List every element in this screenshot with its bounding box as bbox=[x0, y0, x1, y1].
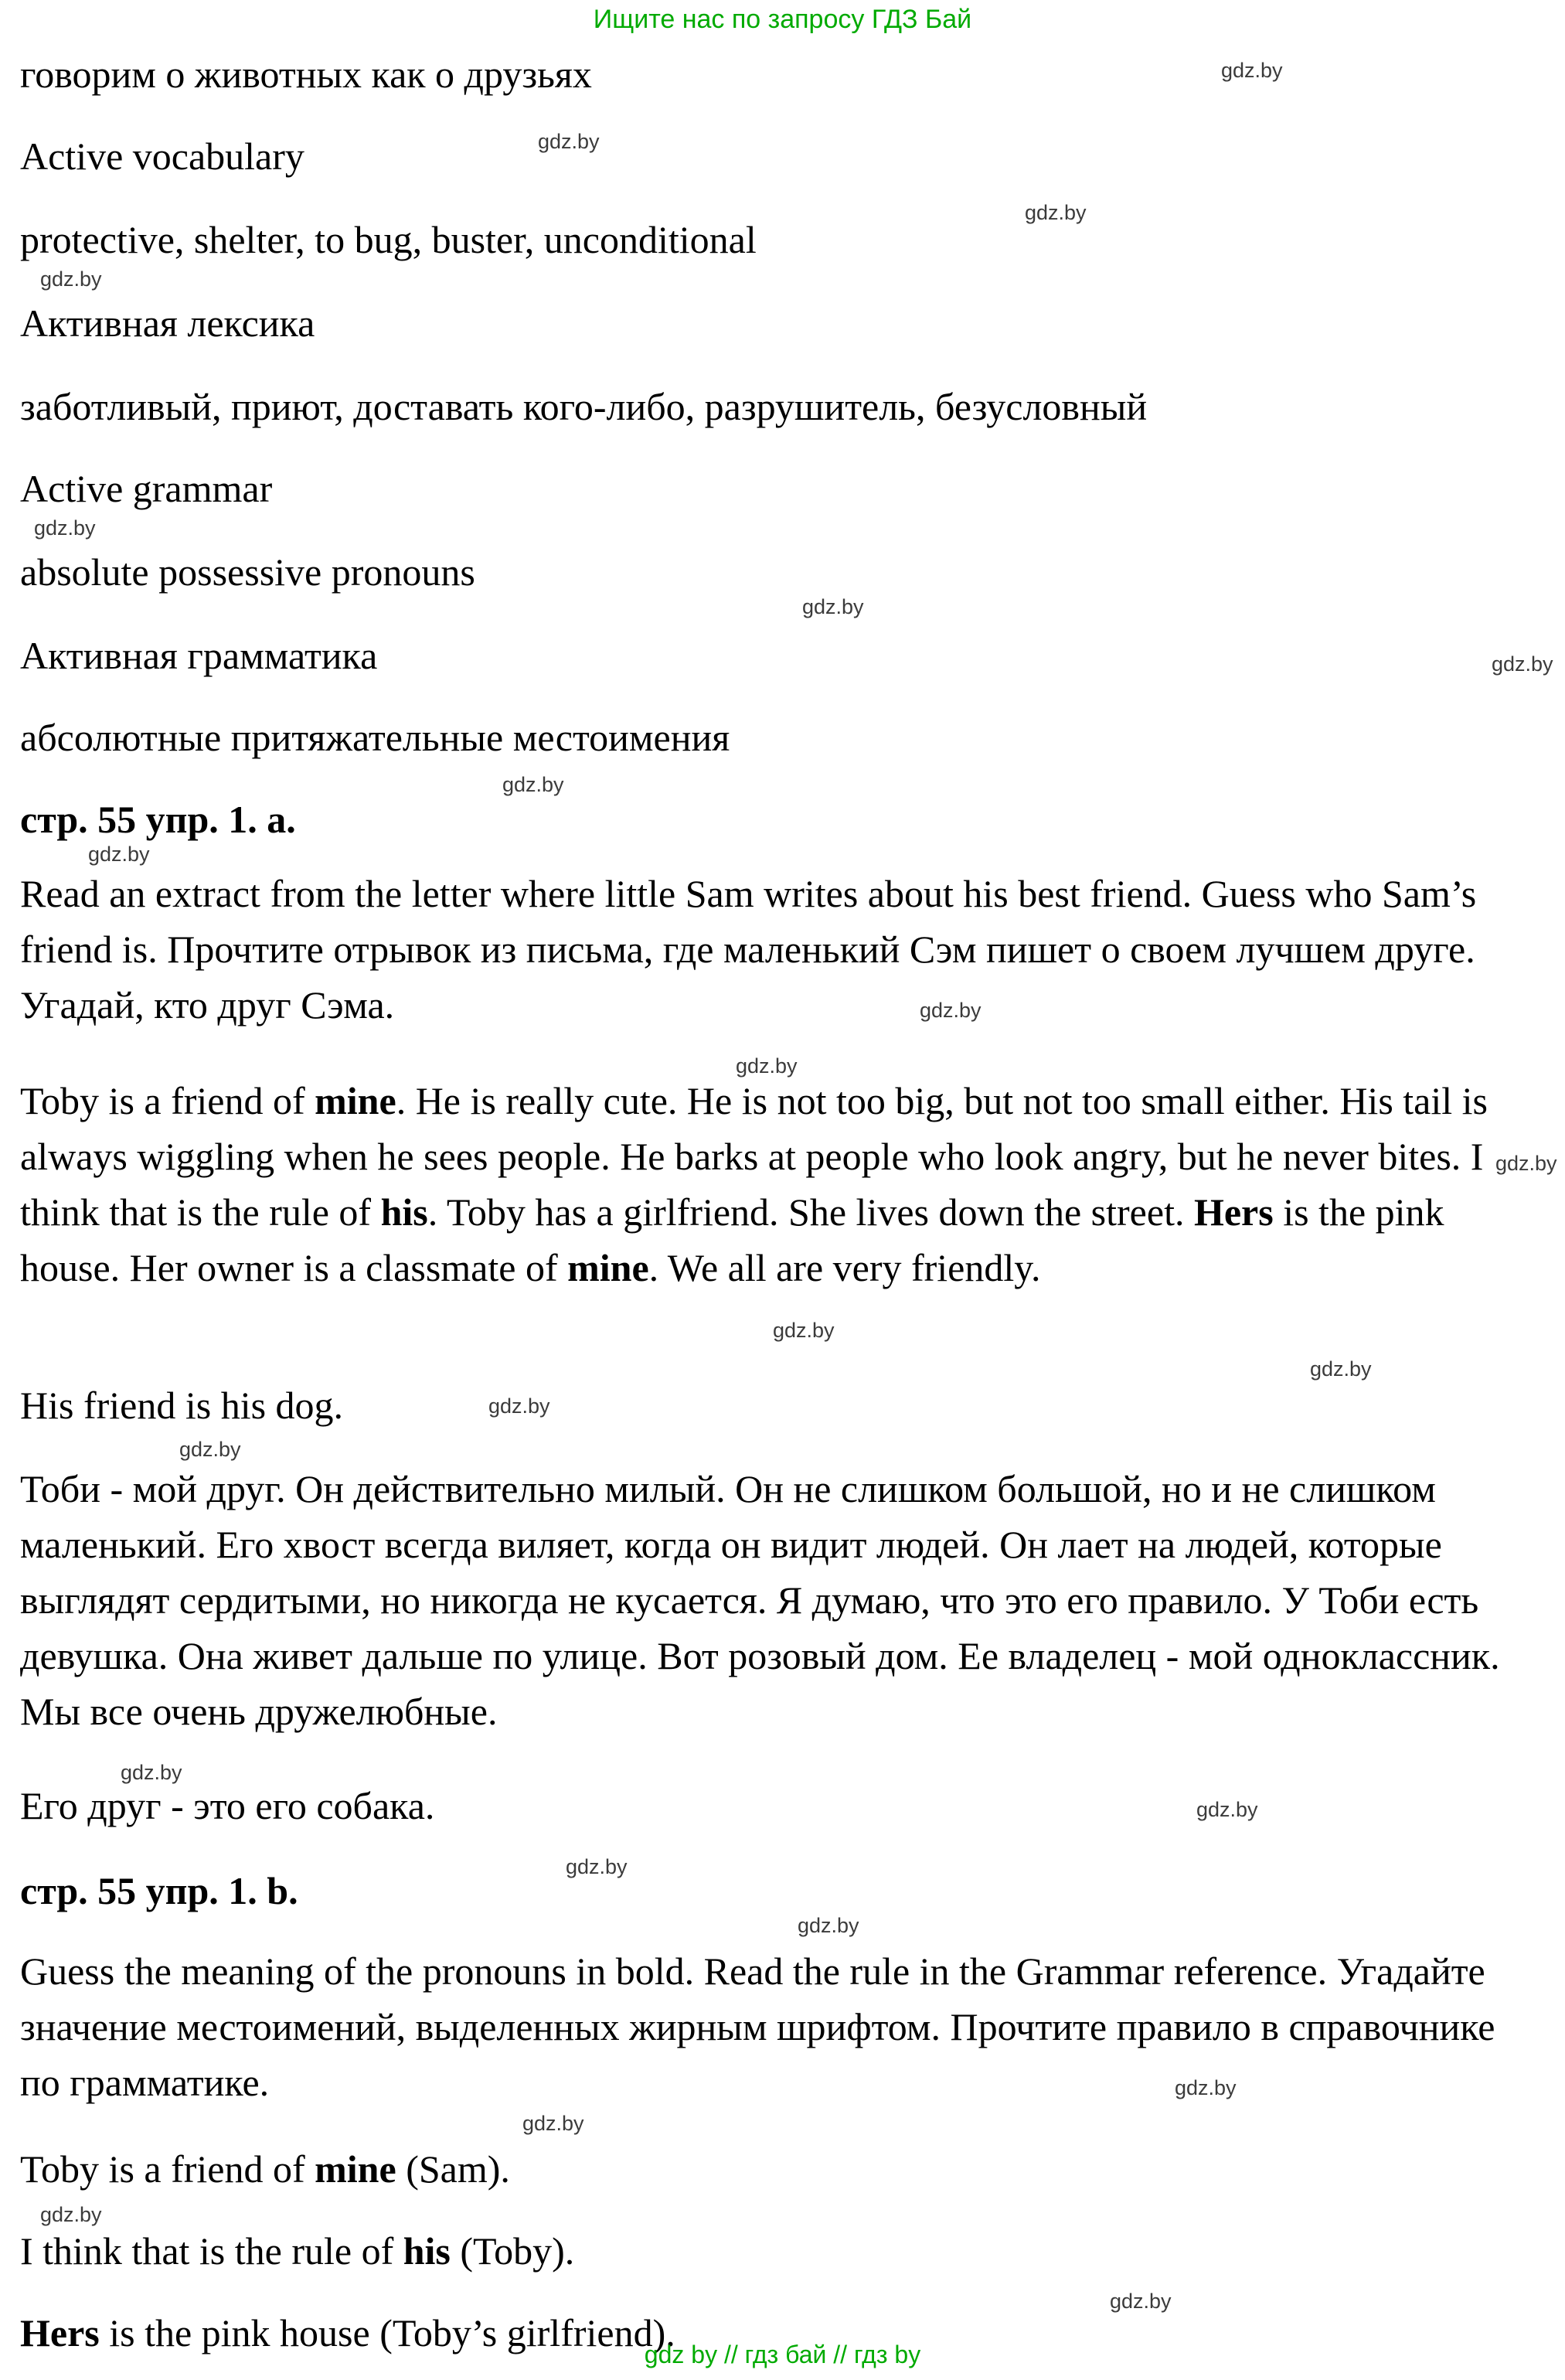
exercise-1b-task: Guess the meaning of the pronouns in bold. Read the rule in the Grammar reference. Угадайте значение местоимений, выделенных жирным шрифтом. Прочтите правило в справочнике по грамматике. bbox=[20, 1949, 1495, 2104]
gdz-watermark: gdz.by bbox=[566, 1855, 628, 1878]
active-vocabulary-words-ru: заботливый, приют, доставать кого-либо, разрушитель, безусловный bbox=[20, 385, 1148, 428]
active-grammar-topic-ru: абсолютные притяжательные местоимения bbox=[20, 716, 730, 759]
gdz-watermark: gdz.by bbox=[1221, 59, 1283, 82]
exercise-1b-answer-1: Toby is a friend of mine (Sam). bbox=[20, 2147, 510, 2191]
exercise-1a-answer-en: His friend is his dog. bbox=[20, 1384, 344, 1427]
exercise-1b-answer-2: I think that is the rule of his (Toby). bbox=[20, 2229, 575, 2273]
active-grammar-topic: absolute possessive pronouns bbox=[20, 550, 475, 594]
gdz-watermark: gdz.by bbox=[502, 773, 564, 796]
gdz-watermark: gdz.by bbox=[522, 2112, 584, 2135]
active-grammar-title: Active grammar bbox=[20, 467, 273, 510]
active-vocabulary-title: Active vocabulary bbox=[20, 134, 304, 178]
gdz-watermark: gdz.by bbox=[488, 1394, 550, 1418]
bottom-banner: gdz by // гдз бай // гдз by bbox=[644, 2341, 921, 2368]
gdz-watermark: gdz.by bbox=[1492, 652, 1553, 676]
exercise-1b-answer-3: Hers is the pink house (Toby’s girlfriend). bbox=[20, 2311, 675, 2354]
gdz-watermark: gdz.by bbox=[1495, 1152, 1557, 1175]
gdz-watermark: gdz.by bbox=[1196, 1798, 1258, 1821]
gdz-watermark: gdz.by bbox=[802, 595, 864, 618]
exercise-1a-answer-ru: Его друг - это его собака. bbox=[20, 1784, 435, 1827]
top-banner: Ищите нас по запросу ГДЗ Бай bbox=[593, 5, 972, 34]
exercise-1b-heading: стр. 55 упр. 1. b. bbox=[20, 1869, 298, 1912]
gdz-watermark: gdz.by bbox=[538, 130, 600, 153]
active-vocabulary-title-ru: Активная лексика bbox=[20, 301, 315, 345]
exercise-1a-task: Read an extract from the letter where little Sam writes about his best friend. Guess who Sam’s friend is. Прочтите отрывок из письма, где маленький Сэм пишет о своем лучшем друге. Угадай, кто друг Сэма. bbox=[20, 872, 1477, 1027]
letter-text: Toby is a friend of mine. He is really cute. He is not too big, but not too small either. His tail is always wiggling when he sees people. He barks at people who look angry, but he never bites. I think that is the rule of his. Toby has a girlfriend. She lives down the street. Hers is the pink house. Her owner is a classmate of mine. We all are very friendly. bbox=[20, 1079, 1488, 1289]
gdz-watermark: gdz.by bbox=[736, 1054, 798, 1078]
gdz-watermark: gdz.by bbox=[1025, 201, 1087, 224]
gdz-watermark: gdz.by bbox=[88, 843, 150, 866]
active-grammar-title-ru: Активная грамматика bbox=[20, 634, 378, 677]
gdz-watermark: gdz.by bbox=[34, 516, 96, 540]
gdz-watermark: gdz.by bbox=[40, 267, 102, 291]
gdz-watermark: gdz.by bbox=[920, 999, 982, 1022]
gdz-watermark: gdz.by bbox=[121, 1761, 182, 1784]
gdz-watermark: gdz.by bbox=[40, 2203, 102, 2226]
gdz-watermark: gdz.by bbox=[773, 1319, 835, 1342]
lesson-topic: говорим о животных как о друзьях bbox=[20, 53, 592, 96]
gdz-watermark: gdz.by bbox=[1175, 2076, 1237, 2099]
active-vocabulary-words: protective, shelter, to bug, buster, unconditional bbox=[20, 218, 757, 261]
exercise-1a-heading: стр. 55 упр. 1. a. bbox=[20, 798, 296, 841]
gdz-watermark: gdz.by bbox=[179, 1438, 241, 1461]
gdz-watermark: gdz.by bbox=[1310, 1357, 1372, 1381]
gdz-watermark: gdz.by bbox=[1110, 2290, 1172, 2313]
gdz-watermark: gdz.by bbox=[798, 1914, 859, 1937]
letter-translation-ru: Тоби - мой друг. Он действительно милый. Он не слишком большой, но и не слишком маленький. Его хвост всегда виляет, когда он видит людей. Он лает на людей, которые выглядят сердитыми, но никогда не кусается. Я думаю, что это его правило. У Тоби есть девушка. Она живет дальше по улице. Вот розовый дом. Ее владелец - мой одноклассник. Мы все очень дружелюбные. bbox=[20, 1467, 1500, 1733]
